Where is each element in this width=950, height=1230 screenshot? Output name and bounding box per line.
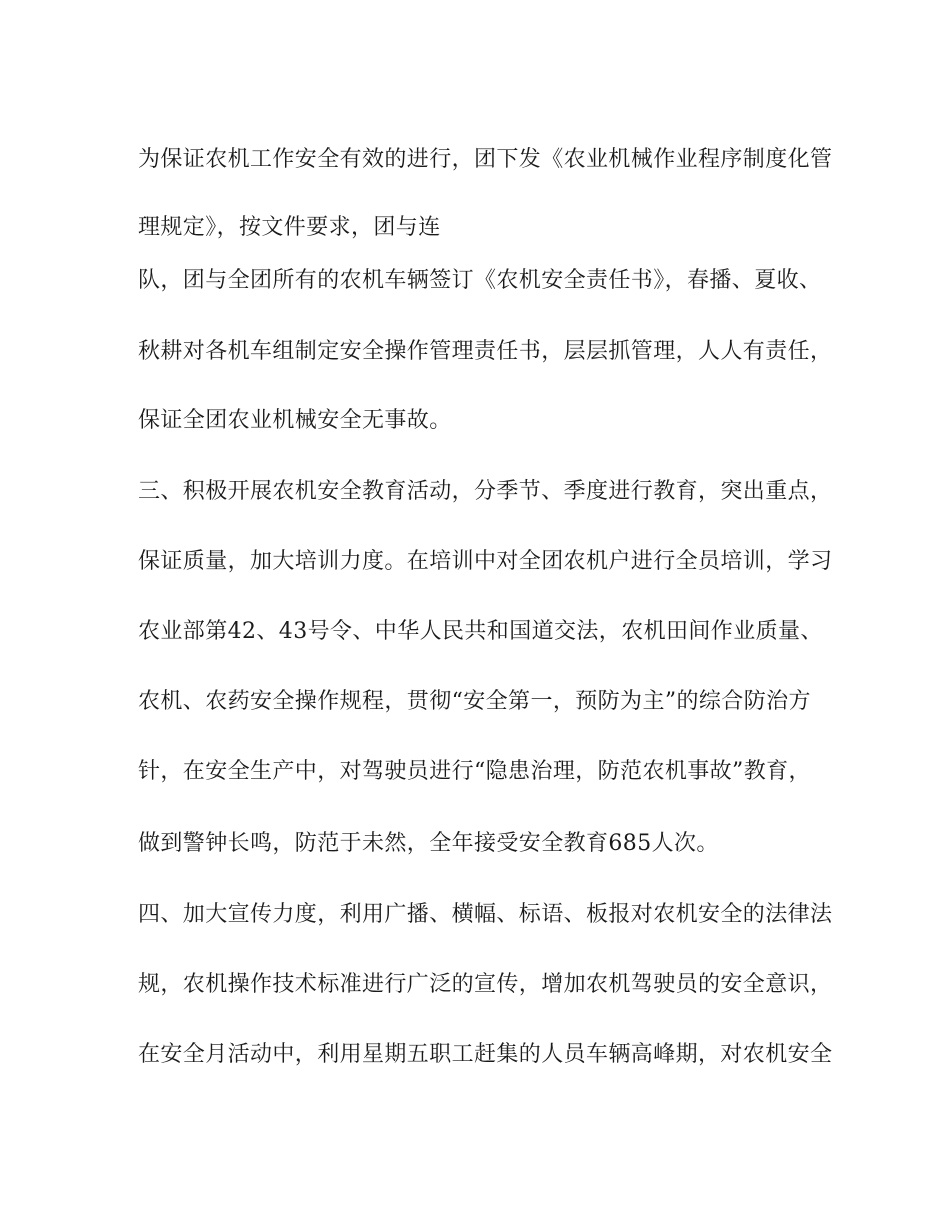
text-line: 保证质量，加大培训力度。在培训中对全团农机户进行全员培训，学习: [138, 549, 833, 574]
text-line: 四、加大宣传力度，利用广播、横幅、标语、板报对农机安全的法律法: [138, 902, 833, 927]
text-line: 队，团与全团所有的农机车辆签订《农机安全责任书》，春播、夏收、: [138, 268, 822, 293]
text-line: 做到警钟长鸣，防范于未然，全年接受安全教育685人次。: [138, 831, 719, 856]
text-line: 农机、农药安全操作规程，贯彻“安全第一，预防为主”的综合防治方: [138, 689, 811, 714]
text-line: 针，在安全生产中，对驾驶员进行“隐患治理，防范农机事故”教育，: [138, 759, 811, 784]
text-line: 理规定》，按文件要求，团与连: [138, 215, 441, 240]
text-line: 三、积极开展农机安全教育活动，分季节、季度进行教育，突出重点，: [138, 479, 833, 504]
text-line: 规，农机操作技术标准进行广泛的宣传，增加农机驾驶员的安全意识，: [138, 972, 833, 997]
text-line: 秋耕对各机车组制定安全操作管理责任书，层层抓管理，人人有责任，: [138, 339, 833, 364]
text-line: 在安全月活动中，利用星期五职工赶集的人员车辆高峰期，对农机安全: [138, 1042, 833, 1067]
text-line: 为保证农机工作安全有效的进行，团下发《农业机械作业程序制度化管: [138, 147, 833, 172]
text-line: 农业部第42、43号令、中华人民共和国道交法，农机田间作业质量、: [138, 619, 823, 644]
text-line: 保证全团农业机械安全无事故。: [138, 408, 452, 433]
